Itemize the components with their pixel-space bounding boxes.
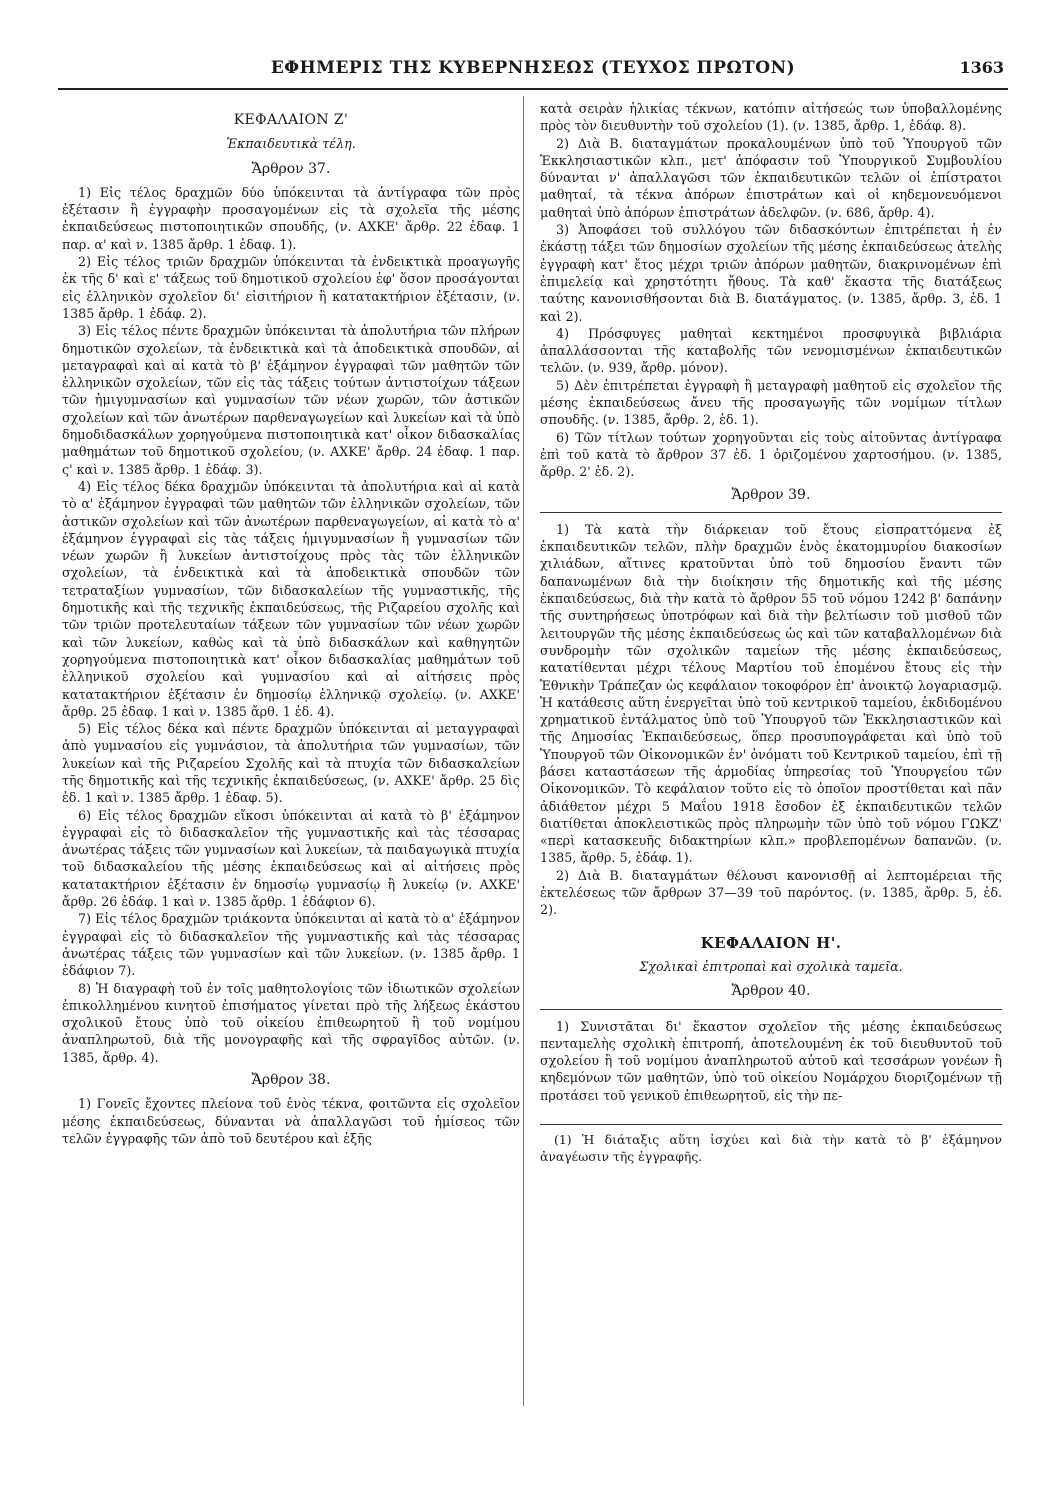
section-rule-2 [540, 1009, 1002, 1010]
footnote: (1) Ἡ διάταξις αὕτη ἰσχύει καὶ διὰ τὴν κατὰ τὸ β' ἑξάμηνον ἀναγέωσιν τῆς ἐγγραφῆς. [540, 1132, 1002, 1165]
right-column [540, 100, 1002, 1165]
article-38-para-3: 3) Ἀποφάσει τοῦ συλλόγου τῶν διδασκόντων ἐπιτρέπεται ἡ ἐν ἑκάστῃ τάξει τῶν δημοσίων σχολείων τῆς μέσης ἐκπαιδεύσεως ἀτελὴς ἐγγραφὴ κατ' ἔτος μέχρι τριῶν ἀπόρων μαθητῶν, διακρινομένων ἐπὶ ἐπιμελείᾳ καὶ χρηστότητι ἤθους. Τὰ καθ' ἕκαστα τῆς διατάξεως ταύτης κανονισθήσονται διὰ Β. διατάγματος. (ν. 1385, ἄρθρ. 3, ἐδ. 1 καὶ 2). [540, 222, 1002, 324]
article-38-para-1: 1) Γονεῖς ἔχοντες πλείονα τοῦ ἑνὸς τέκνα, φοιτῶντα εἰς σχολεῖον μέσης ἐκπαιδεύσεως, δύνανται νὰ ἀπαλλαγῶσι τοῦ ἡμίσεος τῶν τελῶν ἐγγραφῆς τῶν ἀπὸ τοῦ δευτέρου καὶ ἑξῆς [62, 1096, 520, 1146]
chapter-z-heading: ΚΕΦΑΛΑΙΟΝ Ζ' [233, 112, 349, 128]
gazette-title: ΕΦΗΜΕΡΙΣ ΤΗΣ ΚΥΒΕΡΝΗΣΕΩΣ (ΤΕΥΧΟΣ ΠΡΩΤΟΝ) [270, 58, 796, 78]
article-37-para-3: 3) Εἰς τέλος πέντε δραχμῶν ὑπόκεινται τὰ ἀπολυτήρια τῶν πλήρων δημοτικῶν σχολείων, τὰ ἐνδεικτικὰ καὶ τὰ ἀποδεικτικὰ σπουδῶν, αἱ μεταγραφαὶ καὶ αἱ κατὰ τὸ β' ἑξάμηνον ἐγγραφαὶ τῶν μαθητῶν τῶν ἑλληνικῶν σχολείων, τῶν εἰς τὰς τάξεις τούτων ἀντιστοίχων τάξεων τῶν ἡμιγυμνασίων καὶ γυμνασίων τῶν νέων χωρῶν, τῶν ἀστικῶν σχολείων καὶ τῶν ἀνωτέρων παρθεναγωγείων καὶ λυκείων καὶ τὰ ὑπὸ δημοδιδασκάλων χορηγούμενα πιστοποιητικὰ κατ' οἶκον διδασκαλίας μαθημάτων τοῦ δημοτικοῦ σχολείου, (ν. ΑΧΚΕ' ἄρθρ. 24 ἐδαφ. 1 παρ. ς' καὶ ν. 1385 ἄρθρ. 1 ἐδάφ. 3). [62, 323, 520, 477]
page-number: 1363 [959, 58, 1004, 77]
article-38-continuation: κατὰ σειρὰν ἡλικίας τέκνων, κατόπιν αἰτήσεώς των ὑποβαλλομένης πρὸς τὸν διευθυντὴν τοῦ σχολείου (1). (ν. 1385, ἄρθρ. 1, ἐδάφ. 8). [540, 101, 1002, 134]
article-39-para-1: 1) Τὰ κατὰ τὴν διάρκειαν τοῦ ἔτους εἰσπραττόμενα ἐξ ἐκπαιδευτικῶν τελῶν, πλὴν δραχμῶν ἑνὸς ἑκατομμυρίου διακοσίων χιλιάδων, αἵτινες κρατοῦνται ὑπὸ τοῦ δημοσίου ἔναντι τῶν δαπανωμένων διὰ τὴν διοίκησιν τῆς δημοτικῆς καὶ τῆς μέσης ἐκπαιδεύσεως, διὰ τὴν κατὰ τὸ ἄρθρον 55 τοῦ νόμου 1242 β' δαπάνην τῆς συντηρήσεως ὑποτρόφων καὶ διὰ τὴν βελτίωσιν τοῦ μισθοῦ τῶν λειτουργῶν τῆς μέσης ἐκπαιδεύσεως ὡς καὶ τῶν καταβαλλομένων διὰ συνδρομὴν τῶν σχολικῶν ταμείων τῆς μέσης ἐκπαιδεύσεως, κατατίθενται μέχρι τέλους Μαρτίου τοῦ ἑπομένου ἔτους εἰς τὴν Ἐθνικὴν Τράπεζαν ὡς κεφάλαιον τοκοφόρον ἐπ' ἀνοικτῷ λογαριασμῷ. Ἡ κατάθεσις αὕτη ἐνεργεῖται ὑπὸ τοῦ κεντρικοῦ ταμείου, ἐκδιδομένου χρηματικοῦ ἐντάλματος ὑπὸ τοῦ Ὑπουργοῦ τῶν Ἐκκλησιαστικῶν καὶ τῆς Δημοσίας Ἐκπαιδεύσεως, ὅπερ προσυπογράφεται καὶ ὑπὸ τοῦ Ὑπουργοῦ τῶν Οἰκονομικῶν ἐν' ὀνόματι τοῦ Κεντρικοῦ ταμείου, ἐπὶ τῇ βάσει καταστάσεων τῆς ἁρμοδίας ὑπηρεσίας τοῦ Ὑπουργείου τῶν Οἰκονομικῶν. Τὸ κεφάλαιον τοῦτο εἰς τὸ ὁποῖον προστίθεται καὶ πᾶν ἀδιάθετον μέχρι 5 Μαΐου 1918 ἔσοδον ἐξ ἐκπαιδευτικῶν τελῶν διατίθεται ἀποκλειστικῶς πρὸς πληρωμὴν τῶν ὑπὸ τοῦ νόμου ΓΩΚΖ' «περὶ κατασκευῆς διδακτηρίων κλπ.» προβλεπομένων δαπανῶν. (ν. 1385, ἄρθρ. 5, ἐδάφ. 1). [540, 521, 1002, 866]
article-39-heading: Ἄρθρον 39. [731, 486, 811, 503]
article-38-para-2: 2) Διὰ Β. διαταγμάτων προκαλουμένων ὑπὸ τοῦ Ὑπουργοῦ τῶν Ἐκκλησιαστικῶν κλπ., μετ' ἀπόφασιν τοῦ Ὑπουργικοῦ Συμβουλίου δύνανται ν' ἀπαλλαγῶσι τῶν ἐκπαιδευτικῶν τελῶν οἱ ἐπίστρατοι μαθηταί, τὰ τέκνα ἀπόρων ἐπιστράτων καὶ οἱ κηδεμονευόμενοι μαθηταὶ ὑπὸ ἀπόρων ἐπιστράτων ἀδελφῶν. (ν. 686, ἄρθρ. 4). [540, 135, 1002, 220]
article-38-para-5: 5) Δὲν ἐπιτρέπεται ἐγγραφὴ ἢ μεταγραφὴ μαθητοῦ εἰς σχολεῖον τῆς μέσης ἐκπαιδεύσεως ἄνευ τῆς προσαγωγῆς τῶν νομίμων τίτλων σπουδῆς. (ν. 1385, ἄρθρ. 2, ἐδ. 1). [540, 377, 1002, 428]
article-37-heading: Ἄρθρον 37. [251, 160, 331, 177]
chapter-z-subtitle: Ἐκπαιδευτικὰ τέλη. [226, 136, 356, 152]
article-37-para-6: 6) Εἰς τέλος δραχμῶν εἴκοσι ὑπόκεινται αἱ κατὰ τὸ β' ἑξάμηνον ἐγγραφαὶ εἰς τὸ διδασκαλεῖον τῆς γυμναστικῆς καὶ τὰς τέσσαρας ἀνωτέρας τάξεις τῶν γυμνασίων καὶ λυκείων, τὰ παιδαγωγικὰ πτυχία τοῦ διδασκαλείου τῆς μέσης ἐκπαιδεύσεως καὶ αἱ αἰτήσεις πρὸς κατατακτήριον ἐξέτασιν ἐν δημοσίῳ γυμνασίῳ ἢ λυκείῳ (ν. ΑΧΚΕ' ἄρθρ. 26 ἐδάφ. 1 καὶ ν. 1385 ἄρθρ. 1 ἐδάφιον 6). [62, 807, 520, 910]
article-37-para-7: 7) Εἰς τέλος δραχμῶν τριάκοντα ὑπόκεινται αἱ κατὰ τὸ α' ἑξάμηνον ἐγγραφαὶ εἰς τὸ διδασκαλεῖον τῆς γυμναστικῆς καὶ τὰς τέσσαρας ἀνωτέρας τάξεις τῶν γυμνασίων καὶ τῶν λυκείων. (ν. 1385 ἄρθρ. 1 ἐδάφιον 7). [62, 911, 520, 979]
article-40-para-1: 1) Συνιστᾶται δι' ἕκαστον σχολεῖον τῆς μέσης ἐκπαιδεύσεως πενταμελὴς σχολικὴ ἐπιτροπή, ἀποτελουμένη ἐκ τοῦ διευθυντοῦ τοῦ σχολείου ἢ τοῦ νομίμου ἀναπληρωτοῦ αὐτοῦ καὶ τεσσάρων γονέων ἢ κηδεμόνων τῶν μαθητῶν, ὑπὸ τοῦ οἰκείου Νομάρχου διοριζομένων τῇ προτάσει τοῦ γενικοῦ ἐπιθεωρητοῦ, εἰς τὴν πε- [540, 1018, 1002, 1103]
chapter-h-subtitle: Σχολικαὶ ἐπιτροπαὶ καὶ σχολικὰ ταμεῖα. [639, 958, 903, 974]
chapter-h-heading: ΚΕΦΑΛΑΙΟΝ Η'. [700, 933, 842, 952]
column-divider [523, 96, 524, 1406]
left-column [62, 104, 520, 1147]
article-37-para-1: 1) Εἰς τέλος δραχμῶν δύο ὑπόκεινται τὰ ἀντίγραφα τῶν πρὸς ἐξέτασιν ἢ ἐγγραφὴν προσαγομένων εἰς τὰ σχολεῖα τῆς μέσης ἐκπαιδεύσεως πιστοποιητικῶν σπουδῆς, (ν. ΑΧΚΕ' ἄρθρ. 22 ἐδαφ. 1 παρ. α' καὶ ν. 1385 ἄρθρ. 1 ἐδαφ. 1). [62, 184, 520, 252]
article-40-heading: Ἄρθρον 40. [731, 983, 811, 1000]
article-38-para-6: 6) Τῶν τίτλων τούτων χορηγοῦνται εἰς τοὺς αἰτοῦντας ἀντίγραφα ἐπὶ τοῦ κατὰ τὸ ἄρθρον 37 ἐδ. 1 ὁριζομένου χαρτοσήμου. (ν. 1385, ἄρθρ. 2' ἐδ. 2). [540, 429, 1002, 480]
page-header [58, 52, 1008, 90]
article-38-para-4: 4) Πρόσφυγες μαθηταὶ κεκτημένοι προσφυγικὰ βιβλιάρια ἀπαλλάσσονται τῆς καταβολῆς τῶν νενομισμένων ἐκπαιδευτικῶν τελῶν. (ν. 939, ἄρθρ. μόνον). [540, 325, 1002, 376]
article-37-para-5: 5) Εἰς τέλος δέκα καὶ πέντε δραχμῶν ὑπόκεινται αἱ μεταγγραφαὶ ἀπὸ γυμνασίου εἰς γυμνάσιον, τὰ ἀπολυτήρια τῶν γυμνασίων, τῶν λυκείων καὶ τῆς Ριζαρείου Σχολῆς καὶ τὰ πτυχία τῶν διδασκαλείων τῆς δημοτικῆς καὶ τῆς τεχνικῆς ἐκπαιδεύσεως, (ν. ΑΧΚΕ' ἄρθρ. 25 δὶς ἐδ. 1 καὶ ν. 1385 ἄρθρ. 1 ἐδαφ. 5). [62, 721, 520, 806]
article-37-para-4: 4) Εἰς τέλος δέκα δραχμῶν ὑπόκεινται τὰ ἀπολυτήρια καὶ αἱ κατὰ τὸ α' ἑξάμηνον ἐγγραφαὶ τῶν μαθητῶν τῶν ἑλληνικῶν σχολείων, τῶν ἀστικῶν σχολείων καὶ τῶν ἀνωτέρων παρθεναγωγείων, αἱ κατὰ τὸ α' ἑξάμηνον ἐγγραφαὶ εἰς τὰς τάξεις ἡμιγυμνασίων ἢ γυμνασίων τῶν νέων χωρῶν ἢ λυκείων ἀντιστοίχους πρὸς τὰς τῶν ἑλληνικῶν σχολείων, τὰ ἐνδεικτικὰ καὶ τὰ ἀποδεικτικὰ σπουδῶν τῶν τετραταξίων γυμνασίων, τῶν διδασκαλείων τῆς γυμναστικῆς, τῆς δημοτικῆς καὶ τῆς τεχνικῆς ἐκπαιδεύσεως, τῆς Ριζαρείου σχολῆς καὶ τῶν τριῶν προτελευταίων τάξεων τῶν γυμνασίων τῶν νέων χωρῶν καὶ τῶν λυκείων, καθὼς καὶ τὰ ὑπὸ διδασκάλων καὶ καθηγητῶν χορηγούμενα πιστοποιητικὰ κατ' οἶκον διδασκαλίας μαθημάτων τοῦ ἑλληνικοῦ σχολείου καὶ γυμνασίου καὶ αἱ αἰτήσεις πρὸς κατατακτήριον ἐξέτασιν ἐν δημοσίῳ ἑλληνικῷ σχολείῳ. (ν. ΑΧΚΕ' ἄρθρ. 25 ἐδαφ. 1 καὶ ν. 1385 ἄρθ. 1 ἐδ. 4). [62, 478, 520, 719]
footnote-rule [540, 1124, 1002, 1125]
section-rule [540, 512, 1002, 513]
article-38-heading: Ἄρθρον 38. [251, 1072, 331, 1089]
article-39-para-2: 2) Διὰ Β. διαταγμάτων θέλουσι κανονισθῇ αἱ λεπτομέρειαι τῆς ἐκτελέσεως τῶν ἄρθρων 37—39 τοῦ παρόντος. (ν. 1385, ἄρθρ. 5, ἐδ. 2). [540, 867, 1002, 918]
article-37-para-8: 8) Ἡ διαγραφὴ τοῦ ἐν τοῖς μαθητολογίοις τῶν ἰδιωτικῶν σχολείων ἐπικολλημένου κινητοῦ ἐπισήματος γίνεται πρὸ τῆς λήξεως ἑκάστου σχολικοῦ ἔτους ὑπὸ τοῦ οἰκείου ἐπιθεωρητοῦ ἢ τοῦ νομίμου ἀναπληρωτοῦ, διὰ τῆς μονογραφῆς καὶ τῆς σφραγῖδος αὐτῶν. (ν. 1385, ἄρθρ. 4). [62, 980, 520, 1065]
article-37-para-2: 2) Εἰς τέλος τριῶν δραχμῶν ὑπόκεινται τὰ ἐνδεικτικὰ προαγωγῆς ἐκ τῆς δ' καὶ ε' τάξεως τοῦ δημοτικοῦ σχολείου ἐφ' ὅσον προσάγονται εἰς ἑλληνικὸν σχολεῖον δι' εἰσιτήριον ἢ κατατακτήριον ἐξέτασιν, (ν. 1385 ἄρθρ. 1 ἐδάφ. 2). [62, 254, 520, 321]
